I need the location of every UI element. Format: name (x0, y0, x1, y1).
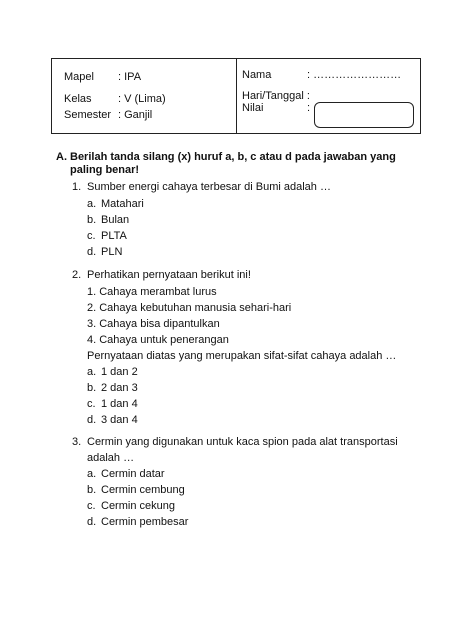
option-letter: a. (87, 198, 97, 210)
option-text[interactable]: Matahari (101, 198, 144, 210)
statement-item: 4. Cahaya untuk penerangan (87, 334, 229, 346)
option-letter: c. (87, 230, 96, 242)
question-1-text: Sumber energi cahaya terbesar di Bumi adalah … (87, 181, 331, 193)
option-text[interactable]: Cermin pembesar (101, 516, 189, 528)
question-3-text-line1: Cermin yang digunakan untuk kaca spion pada alat transportasi (87, 436, 398, 448)
option-text[interactable]: Cermin datar (101, 468, 165, 480)
kelas-value: : V (Lima) (118, 93, 166, 105)
option-letter: a. (87, 366, 97, 378)
nama-field[interactable]: : …………………… (307, 69, 402, 81)
mapel-label: Mapel (64, 71, 94, 83)
option-letter: c. (87, 398, 96, 410)
question-3-text-line2: adalah … (87, 452, 135, 464)
option-text[interactable]: PLN (101, 246, 123, 258)
semester-value: : Ganjil (118, 109, 153, 121)
section-instruction-text: Berilah tanda silang (x) huruf a, b, c atau d pada jawaban yang paling benar! (70, 151, 396, 176)
student-info-box (51, 58, 421, 134)
statement-item: 3. Cahaya bisa dipantulkan (87, 318, 220, 330)
question-2-text: Perhatikan pernyataan berikut ini! (87, 269, 251, 281)
question-3-number: 3. (72, 436, 82, 448)
question-2-prompt: Pernyataan diatas yang merupakan sifat-sifat cahaya adalah … (87, 350, 397, 362)
option-letter: b. (87, 484, 97, 496)
option-letter: b. (87, 382, 97, 394)
option-letter: d. (87, 246, 97, 258)
option-text[interactable]: Bulan (101, 214, 130, 226)
option-text[interactable]: 1 dan 4 (101, 398, 138, 410)
question-1-number: 1. (72, 181, 82, 193)
option-text[interactable]: 2 dan 3 (101, 382, 138, 394)
semester-label: Semester (64, 109, 112, 121)
option-letter: c. (87, 500, 96, 512)
nama-label: Nama (242, 69, 272, 81)
option-text[interactable]: PLTA (101, 230, 127, 242)
option-letter: d. (87, 414, 97, 426)
option-text[interactable]: 1 dan 2 (101, 366, 138, 378)
option-text[interactable]: Cermin cembung (101, 484, 185, 496)
header-divider (236, 59, 237, 133)
statement-item: 1. Cahaya merambat lurus (87, 286, 217, 298)
nilai-label: Nilai (242, 102, 264, 114)
option-text[interactable]: 3 dan 4 (101, 414, 138, 426)
section-letter: A. (56, 151, 67, 163)
option-letter: d. (87, 516, 97, 528)
option-text[interactable]: Cermin cekung (101, 500, 175, 512)
mapel-value: : IPA (118, 71, 142, 83)
statement-item: 2. Cahaya kebutuhan manusia sehari-hari (87, 302, 292, 314)
question-2-number: 2. (72, 269, 82, 281)
kelas-label: Kelas (64, 93, 92, 105)
hari-tanggal-label: Hari/Tanggal : (242, 90, 310, 102)
option-letter: b. (87, 214, 97, 226)
nilai-score-box[interactable] (314, 102, 414, 128)
nilai-colon: : (307, 102, 311, 114)
option-letter: a. (87, 468, 97, 480)
